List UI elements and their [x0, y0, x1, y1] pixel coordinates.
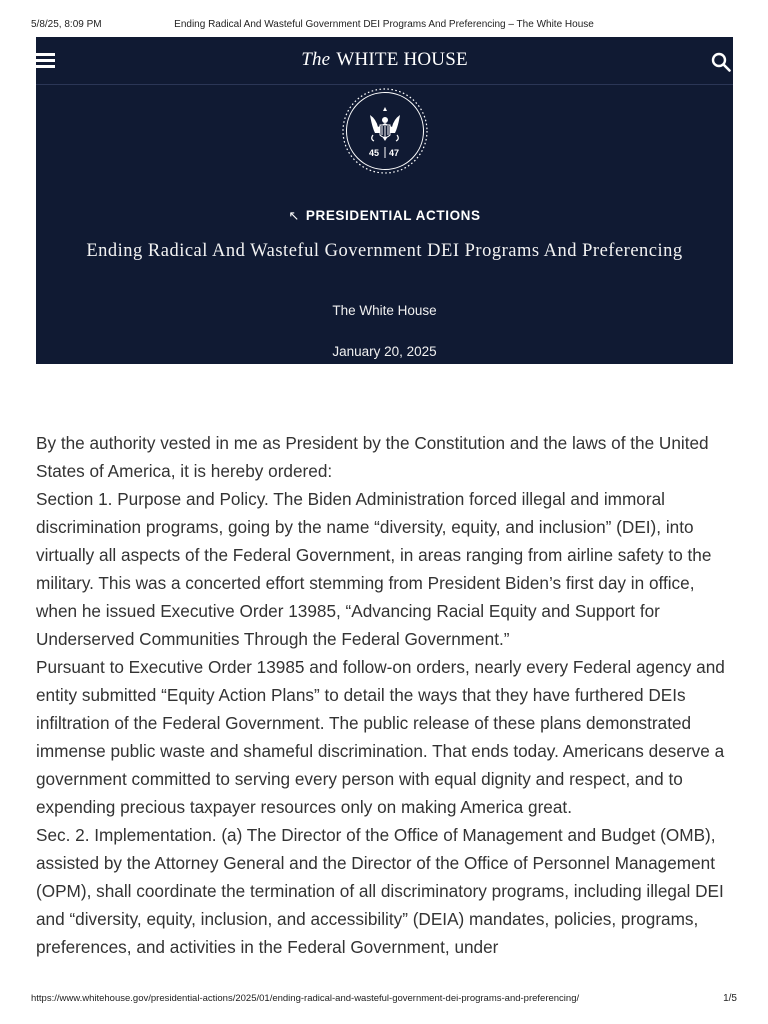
seal-number-left: 45: [369, 148, 380, 158]
print-page-title: Ending Radical And Wasteful Government DEI Programs And Preferencing – The White House: [174, 19, 594, 30]
article-body: [36, 429, 736, 961]
article-category-link[interactable]: [36, 208, 733, 224]
print-footer: [31, 993, 737, 1007]
article-author: The White House: [332, 303, 437, 318]
print-header: [31, 19, 737, 33]
article-paragraph: Sec. 2. Implementation. (a) The Director of the Office of Management and Budget (OMB), assisted by the Attorney General and the Director of the Office of Personnel Management (OPM), shall coordinate the termination of all discriminatory programs, including illegal DEI and “diversity, equity, inclusion, and accessibility” (DEIA) mandates, policies, programs, preferences, and activities in the Federal Government, under: [36, 825, 724, 957]
site-logo-the: The: [301, 49, 331, 70]
seal-number-right: 47: [389, 148, 400, 158]
search-icon[interactable]: [711, 52, 731, 72]
article-date: January 20, 2025: [332, 344, 437, 359]
site-navbar: [36, 37, 733, 85]
arrow-up-left-icon: ↖: [288, 208, 300, 223]
print-url: https://www.whitehouse.gov/presidential-actions/2025/01/ending-radical-and-wasteful-government-dei-programs-and-preferencing/: [31, 993, 580, 1004]
article-title: Ending Radical And Wasteful Government DEI Programs And Preferencing: [86, 241, 683, 261]
article-paragraph: By the authority vested in me as President by the Constitution and the laws of the United States of America, it is hereby ordered:: [36, 433, 709, 481]
presidential-seal: [340, 85, 430, 177]
article-hero: [36, 37, 733, 364]
article-category-label: PRESIDENTIAL ACTIONS: [305, 208, 481, 223]
site-logo-name: WHITE HOUSE: [336, 49, 468, 70]
print-page-number: 1/5: [723, 993, 737, 1004]
site-logo[interactable]: [36, 49, 733, 71]
print-datetime: 5/8/25, 8:09 PM: [31, 19, 102, 30]
article-paragraph: Section 1. Purpose and Policy. The Biden Administration forced illegal and immoral discrimination programs, going by the name “diversity, equity, and inclusion” (DEI), into virtually all aspects of the Federal Government, in areas ranging from airline safety to the military. This was a concerted effort stemming from President Biden’s first day in office, when he issued Executive Order 13985, “Advancing Racial Equity and Support for Underserved Communities Through the Federal Government.”: [36, 489, 712, 649]
article-paragraph: Pursuant to Executive Order 13985 and follow-on orders, nearly every Federal agency and entity submitted “Equity Action Plans” to detail the ways that they have furthered DEIs infiltration of the Federal Government. The public release of these plans demonstrated immense public waste and shameful discrimination. That ends today. Americans deserve a government committed to serving every person with equal dignity and respect, and to expending precious taxpayer resources only on making America great.: [36, 657, 725, 817]
